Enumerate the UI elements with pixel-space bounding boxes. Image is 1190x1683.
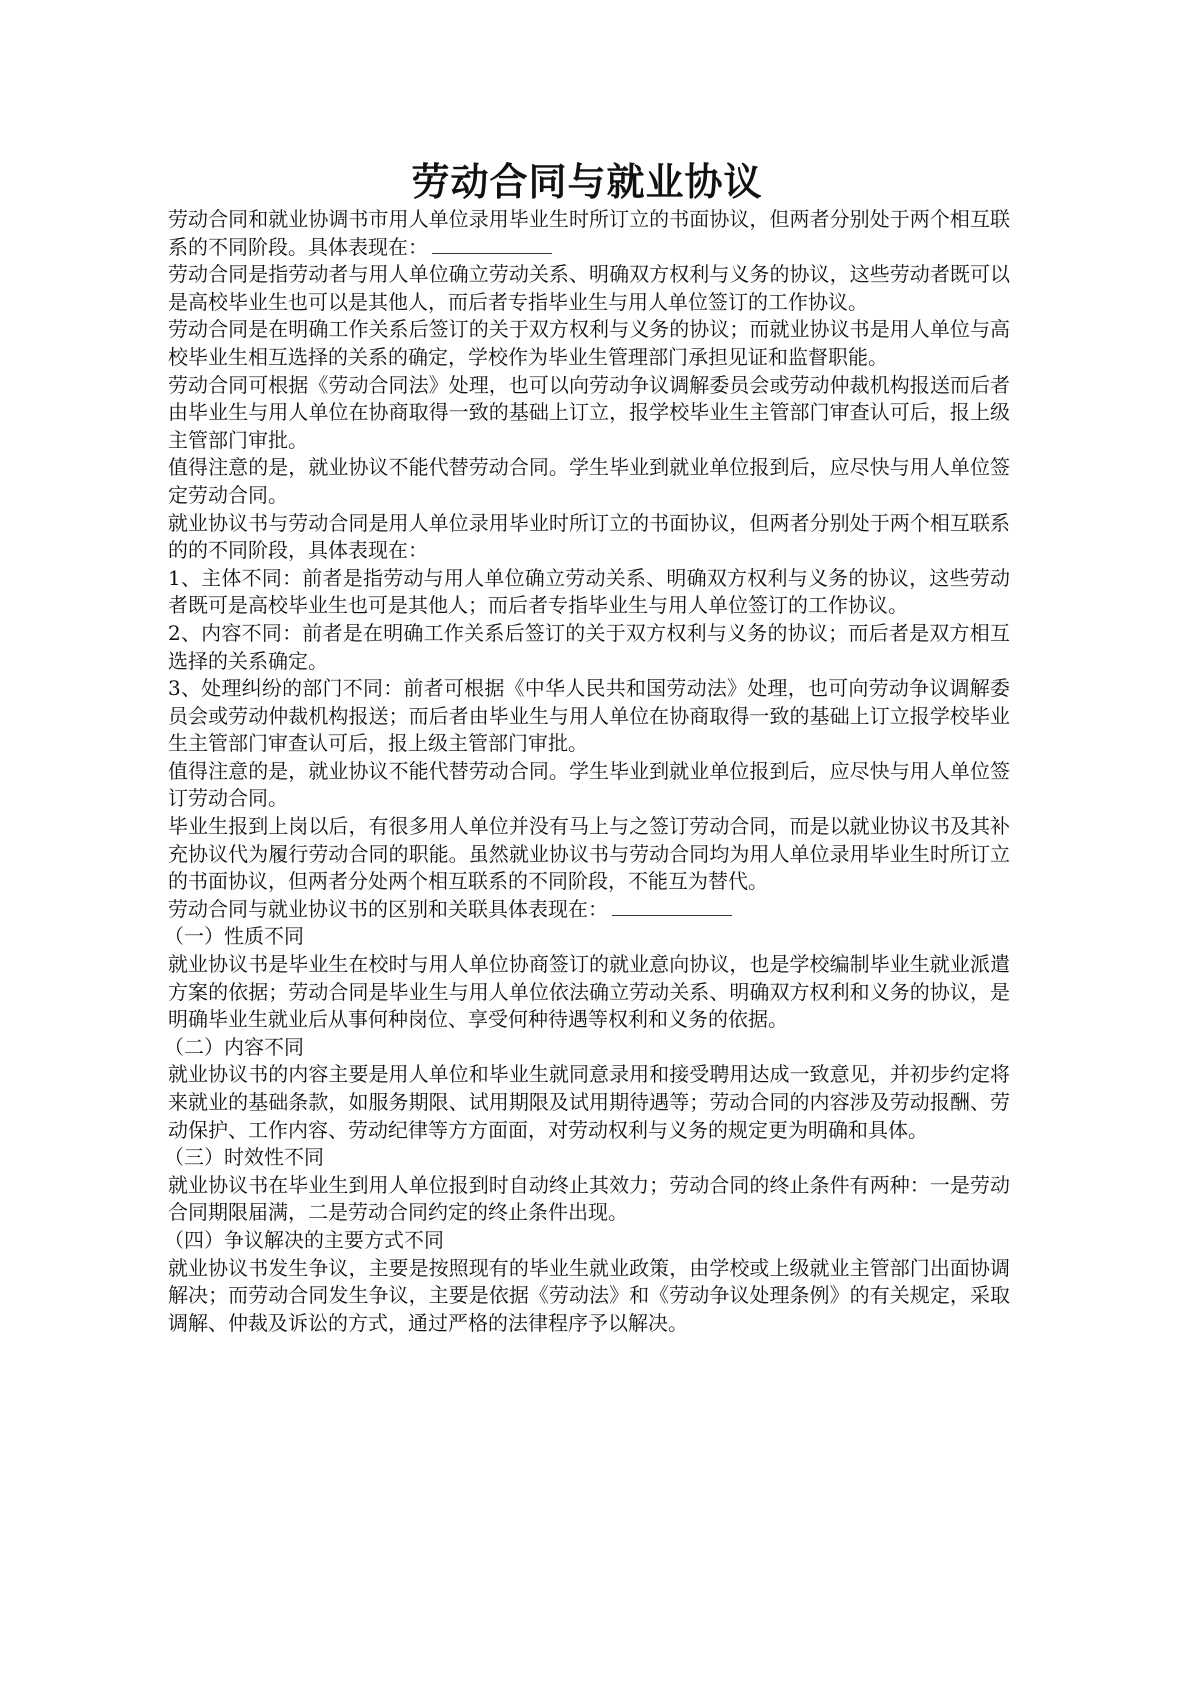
paragraph: 就业协议书与劳动合同是用人单位录用毕业时所订立的书面协议，但两者分别处于两个相互联系的的不同阶段，具体表现在： xyxy=(168,510,1010,563)
paragraph: 值得注意的是，就业协议不能代替劳动合同。学生毕业到就业单位报到后，应尽快与用人单位签定劳动合同。 xyxy=(168,455,1010,507)
paragraph: 就业协议书发生争议，主要是按照现有的毕业生就业政策，由学校或上级就业主管部门出面协调解决；而劳动合同发生争议，主要是依据《劳动法》和《劳动争议处理条例》的有关规定，采取调解、仲裁及诉讼的方式，通过严格的法律程序予以解决。 xyxy=(168,1255,1010,1335)
paragraph: 劳动合同是指劳动者与用人单位确立劳动关系、明确双方权利与义务的协议，这些劳动者既可以是高校毕业生也可以是其他人，而后者专指毕业生与用人单位签订的工作协议。 xyxy=(168,262,1010,314)
list-item: 1、主体不同：前者是指劳动与用人单位确立劳动关系、明确双方权利与义务的协议，这些劳动者既可是高校毕业生也可是其他人；而后者专指毕业生与用人单位签订的工作协议。 xyxy=(168,565,1010,618)
paragraph: 就业协议书的内容主要是用人单位和毕业生就同意录用和接受聘用达成一致意见，并初步约定将来就业的基础条款，如服务期限、试用期限及试用期待遇等；劳动合同的内容涉及劳动报酬、劳动保护、工作内容、劳动纪律等方方面面，对劳动权利与义务的规定更为明确和具体。 xyxy=(168,1062,1010,1142)
document-page xyxy=(164,159,1010,1337)
paragraph-text: 劳动合同和就业协调书市用人单位录用毕业生时所订立的书面协议，但两者分别处于两个相互联系的不同阶段。具体表现在： xyxy=(168,207,1010,259)
section-heading: （四）争议解决的主要方式不同 xyxy=(164,1227,444,1252)
list-item: 2、内容不同：前者是在明确工作关系后签订的关于双方权利与义务的协议；而后者是双方相互选择的关系确定。 xyxy=(168,620,1010,673)
paragraph: 值得注意的是，就业协议不能代替劳动合同。学生毕业到就业单位报到后，应尽快与用人单位签订劳动合同。 xyxy=(168,758,1010,811)
fill-in-blank-line xyxy=(432,235,552,254)
paragraph xyxy=(168,206,1010,261)
section-heading: （一）性质不同 xyxy=(164,924,304,949)
section-heading: （二）内容不同 xyxy=(164,1034,304,1059)
paragraph-text: 劳动合同与就业协议书的区别和关联具体表现在： xyxy=(168,896,608,921)
paragraph: 劳动合同是在明确工作关系后签订的关于双方权利与义务的协议；而就业协议书是用人单位与高校毕业生相互选择的关系的确定，学校作为毕业生管理部门承担见证和监督职能。 xyxy=(168,317,1010,369)
fill-in-blank-line xyxy=(612,897,732,916)
paragraph xyxy=(168,896,1010,924)
section-heading: （三）时效性不同 xyxy=(164,1145,324,1170)
document-body xyxy=(164,206,1010,1337)
paragraph: 就业协议书是毕业生在校时与用人单位协商签订的就业意向协议，也是学校编制毕业生就业派遣方案的依据；劳动合同是毕业生与用人单位依法确立劳动关系、明确双方权利和义务的协议，是明确毕业生就业后从事何种岗位、享受何种待遇等权利和义务的依据。 xyxy=(168,952,1010,1032)
document-title: 劳动合同与就业协议 xyxy=(411,159,763,204)
paragraph: 劳动合同可根据《劳动合同法》处理，也可以向劳动争议调解委员会或劳动仲裁机构报送而后者由毕业生与用人单位在协商取得一致的基础上订立，报学校毕业生主管部门审查认可后，报上级主管部门审批。 xyxy=(168,372,1010,452)
paragraph: 就业协议书在毕业生到用人单位报到时自动终止其效力；劳动合同的终止条件有两种：一是劳动合同期限届满，二是劳动合同约定的终止条件出现。 xyxy=(168,1172,1010,1225)
paragraph: 毕业生报到上岗以后，有很多用人单位并没有马上与之签订劳动合同，而是以就业协议书及其补充协议代为履行劳动合同的职能。虽然就业协议书与劳动合同均为用人单位录用毕业生时所订立的书面协议，但两者分处两个相互联系的不同阶段，不能互为替代。 xyxy=(168,814,1010,894)
list-item: 3、处理纠纷的部门不同：前者可根据《中华人民共和国劳动法》处理，也可向劳动争议调解委员会或劳动仲裁机构报送；而后者由毕业生与用人单位在协商取得一致的基础上订立报学校毕业生主管部门审查认可后，报上级主管部门审批。 xyxy=(168,676,1010,756)
